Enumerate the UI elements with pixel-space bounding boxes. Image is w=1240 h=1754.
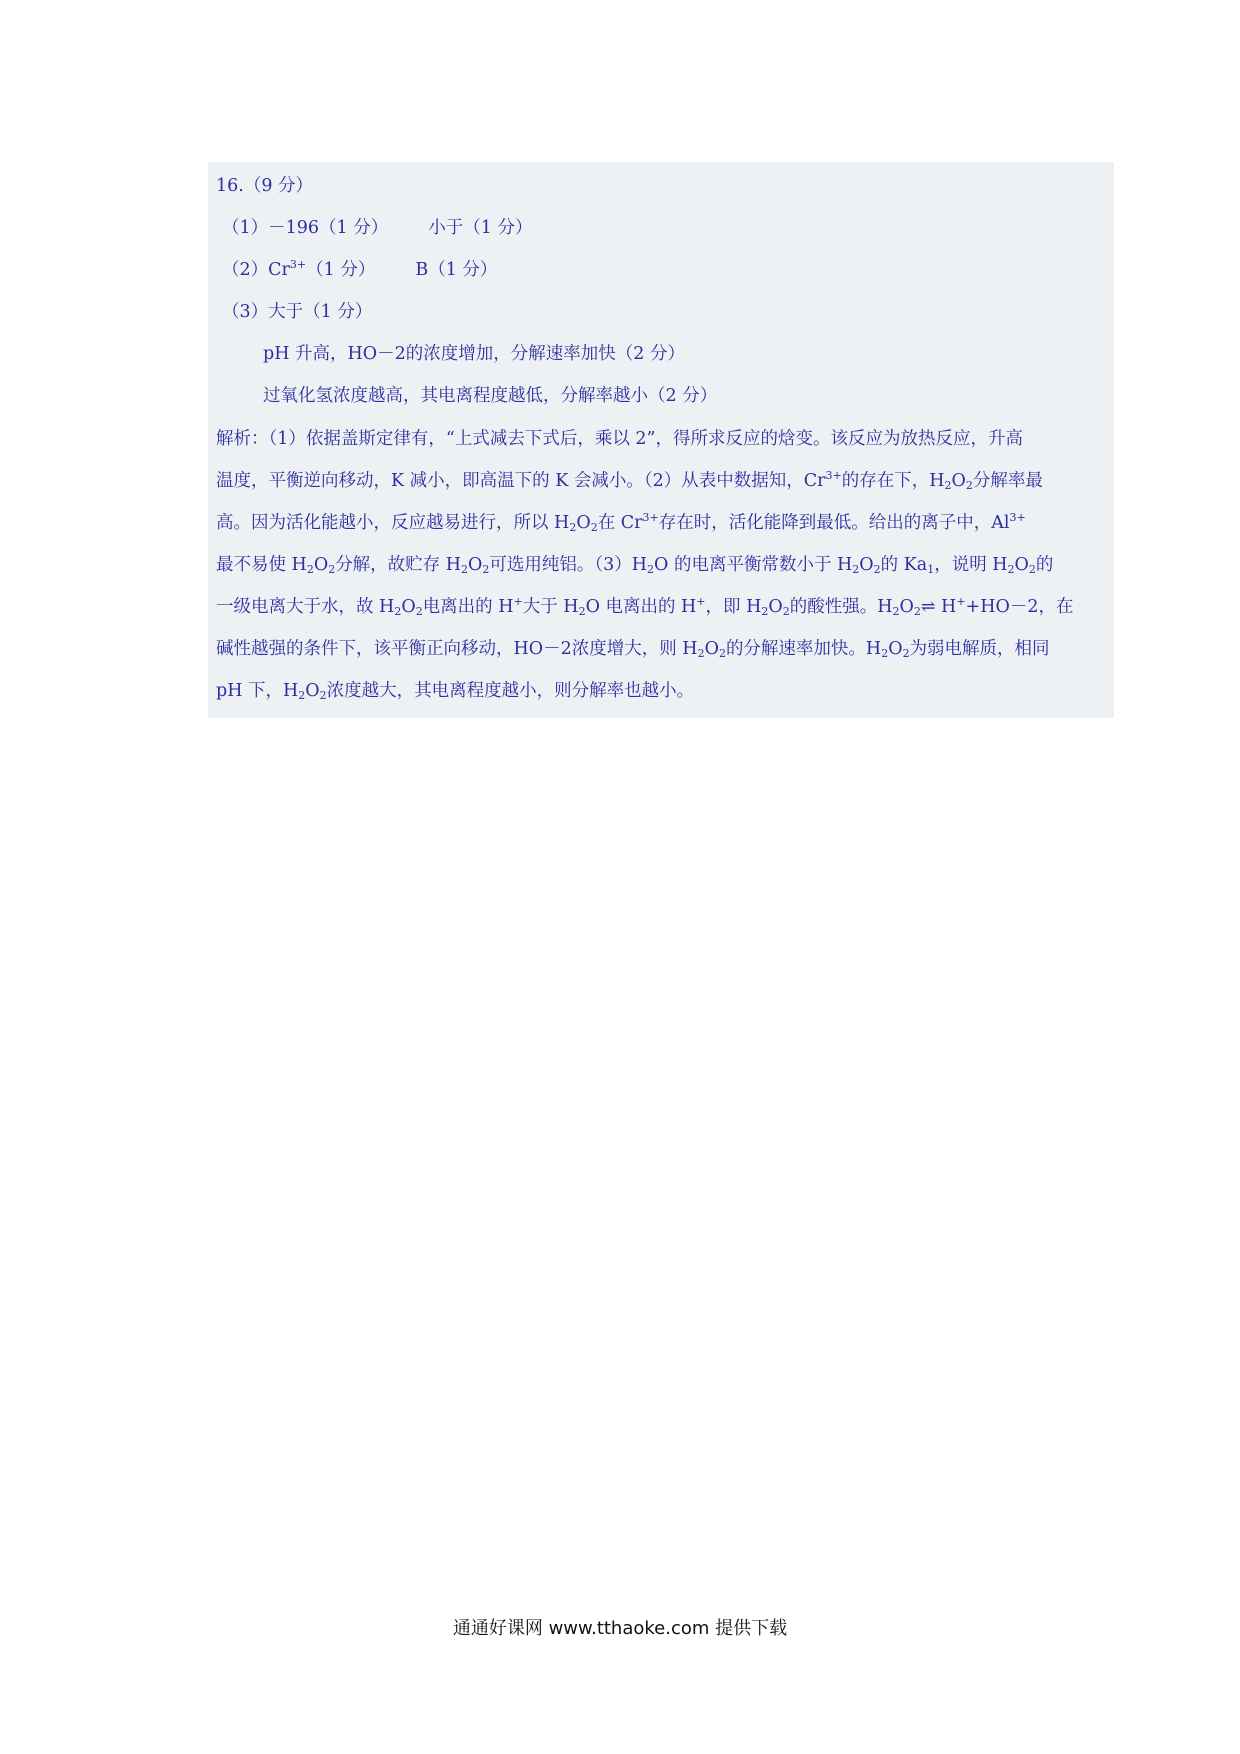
- analysis-line-3: 高。因为活化能越小，反应越易进行，所以 $H_2O_2$在 $Cr^{3+}$存在时，活化能降到最低。给出的离子中，$Al^{3+}$: [216, 511, 1026, 534]
- analysis-line-5: 一级电离大于水，故 $H_2O_2$电离出的 H+大于 $H_2O$ 电离出的 H+，即 $H_2O_2$的酸性强。$H_2O_2\rightleftharpoons$ H++HO－2，在: [216, 595, 1074, 618]
- analysis-line-2: 温度，平衡逆向移动，K 减小，即高温下的 K 会减小。（2）从表中数据知，$Cr^{3+}$的存在下，$H_2O_2$分解率最: [216, 469, 1043, 492]
- analysis-line-1: 解析：（1）依据盖斯定律有，“上式减去下式后，乘以 2”，得所求反应的焓变。该反应为放热反应，升高: [216, 429, 1023, 449]
- analysis-line-7: pH 下，$H_2O_2$浓度越大，其电离程度越小，则分解率也越小。: [216, 681, 695, 702]
- footer-watermark-text: 通通好课网 www.tthaoke.com 提供下载: [452, 1618, 788, 1639]
- analysis-line-6: 碱性越强的条件下，该平衡正向移动，HO－2浓度增大，则 $H_2O_2$的分解速率加快。$H_2O_2$为弱电解质，相同: [216, 639, 1050, 660]
- question-16-header: 16.（9 分）: [216, 176, 314, 196]
- answer-concentration-line: 过氧化氢浓度越高，其电离程度越低，分解率越小（2 分）: [263, 386, 718, 406]
- answer-part-1: （1）－196（1 分） 小于（1 分）: [222, 218, 533, 238]
- answer-part-2: $(2)Cr^{3+}(1$ 分） B（1 分）: [222, 258, 498, 280]
- analysis-line-4: 最不易使 $H_2O_2$分解，故贮存 $H_2O_2$可选用纯铝。$(3)H_2O$ 的电离平衡常数小于 $H_2O_2$的 $Ka_1$，说明 $H_2O_2$的: [216, 555, 1054, 576]
- answer-part-3: （3）大于（1 分）: [222, 302, 373, 322]
- answer-ph-line: pH 升高，HO－2的浓度增加，分解速率加快（2 分）: [263, 344, 685, 364]
